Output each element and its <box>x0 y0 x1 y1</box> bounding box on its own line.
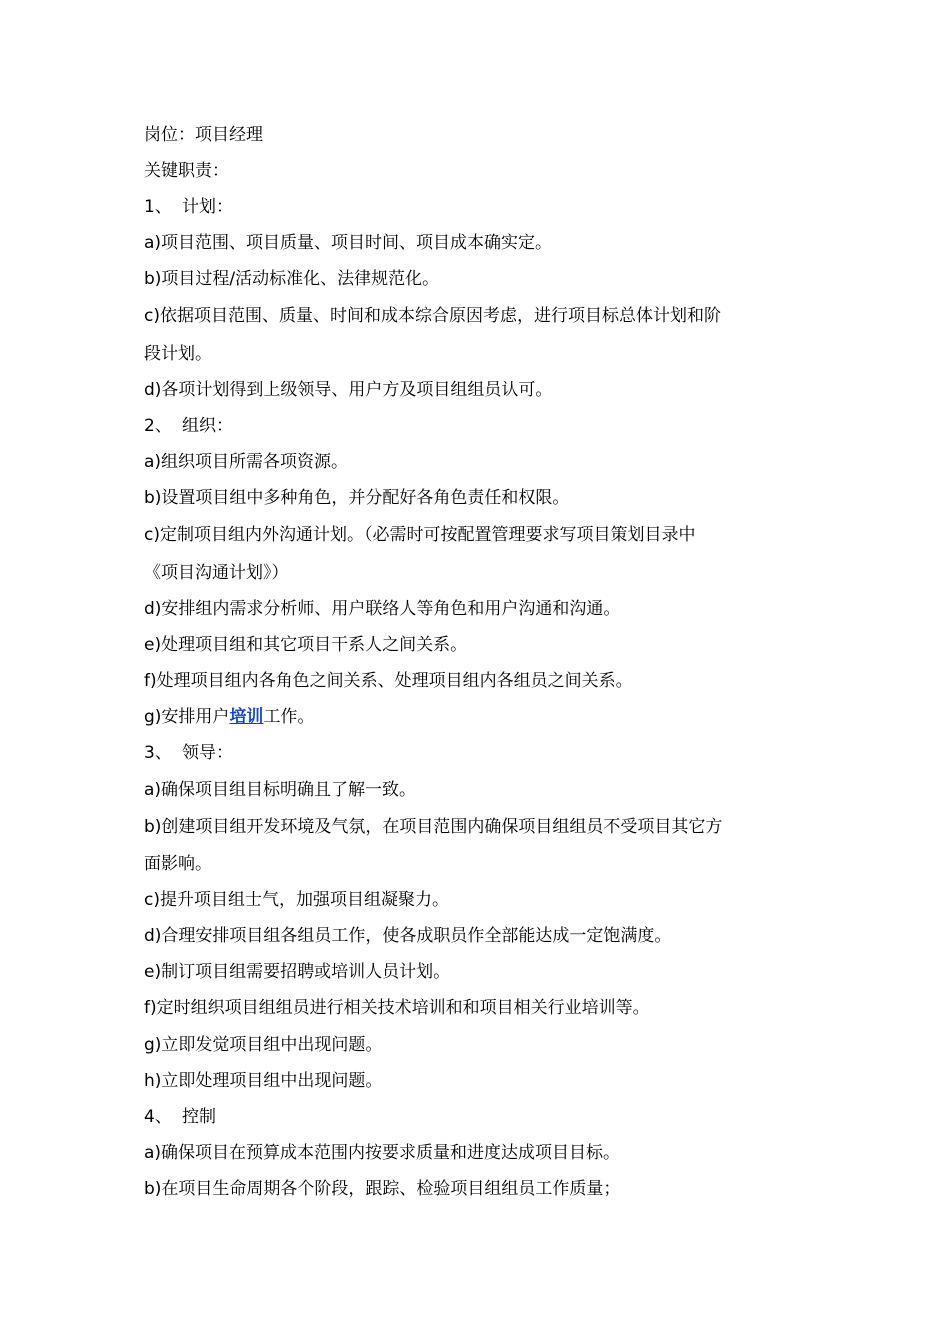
list-item: b)创建项目组开发环境及气氛，在项目范围内确保项目组组员不受项目其它方 <box>144 816 723 837</box>
training-link[interactable]: 培训 <box>229 707 264 728</box>
section-title: 计划： <box>182 197 233 218</box>
document-body <box>144 117 814 1207</box>
section-heading <box>144 189 814 225</box>
list-item: c)提升项目组士气，加强项目组凝聚力。 <box>144 890 449 911</box>
list-item: c)定制项目组内外沟通计划。（必需时可按配置管理要求写项目策划目录中 <box>144 525 696 546</box>
list-item: a)组织项目所需各项资源。 <box>144 452 349 473</box>
list-item: f)处理项目组内各角色之间关系、处理项目组内各组员之间关系。 <box>144 671 633 692</box>
list-item: e)制订项目组需要招聘或培训人员计划。 <box>144 962 451 983</box>
section-number: 3、 <box>144 743 172 764</box>
link-item-prefix: g)安排用户 <box>144 707 230 728</box>
section-heading <box>144 408 814 444</box>
link-item-suffix: 工作。 <box>263 707 315 728</box>
list-item: a)确保项目在预算成本范围内按要求质量和进度达成项目目标。 <box>144 1142 621 1163</box>
list-item: a)项目范围、项目质量、项目时间、项目成本确实定。 <box>144 233 553 254</box>
section-number: 2、 <box>144 416 172 437</box>
list-item: d)合理安排项目组各组员工作，使各成职员作全部能达成一定饱满度。 <box>144 926 672 947</box>
list-item: f)定时组织项目组组员进行相关技术培训和和项目相关行业培训等。 <box>144 998 650 1019</box>
section-number: 4、 <box>144 1106 172 1127</box>
list-item-continuation: 段计划。 <box>144 343 212 364</box>
list-item: e)处理项目组和其它项目干系人之间关系。 <box>144 635 468 656</box>
position-line: 岗位：项目经理 <box>144 125 263 145</box>
list-item: a)确保项目组目标明确且了解一致。 <box>144 779 417 800</box>
list-item: b)设置项目组中多种角色，并分配好各角色责任和权限。 <box>144 488 570 509</box>
list-item: g)立即发觉项目组中出现问题。 <box>144 1034 383 1055</box>
list-item: h)立即处理项目组中出现问题。 <box>144 1070 383 1091</box>
section-heading <box>144 735 814 771</box>
list-item: b)项目过程/活动标准化、法律规范化。 <box>144 269 440 290</box>
list-item-continuation: 《项目沟通计划》） <box>144 562 289 583</box>
section-title: 组织： <box>182 416 233 437</box>
list-item: b)在项目生命周期各个阶段，跟踪、检验项目组组员工作质量； <box>144 1178 621 1199</box>
section-number: 1、 <box>144 197 172 218</box>
list-item-continuation: 面影响。 <box>144 854 212 875</box>
list-item: d)安排组内需求分析师、用户联络人等角色和用户沟通和沟通。 <box>144 599 621 620</box>
section-title: 领导： <box>182 743 233 764</box>
section-heading <box>144 1099 814 1135</box>
list-item: c)依据项目范围、质量、时间和成本综合原因考虑，进行项目标总体计划和阶 <box>144 306 721 327</box>
section-title: 控制 <box>182 1106 216 1127</box>
list-item <box>144 699 814 735</box>
list-item: d)各项计划得到上级领导、用户方及项目组组员认可。 <box>144 380 553 401</box>
duties-heading: 关键职责： <box>144 161 229 182</box>
